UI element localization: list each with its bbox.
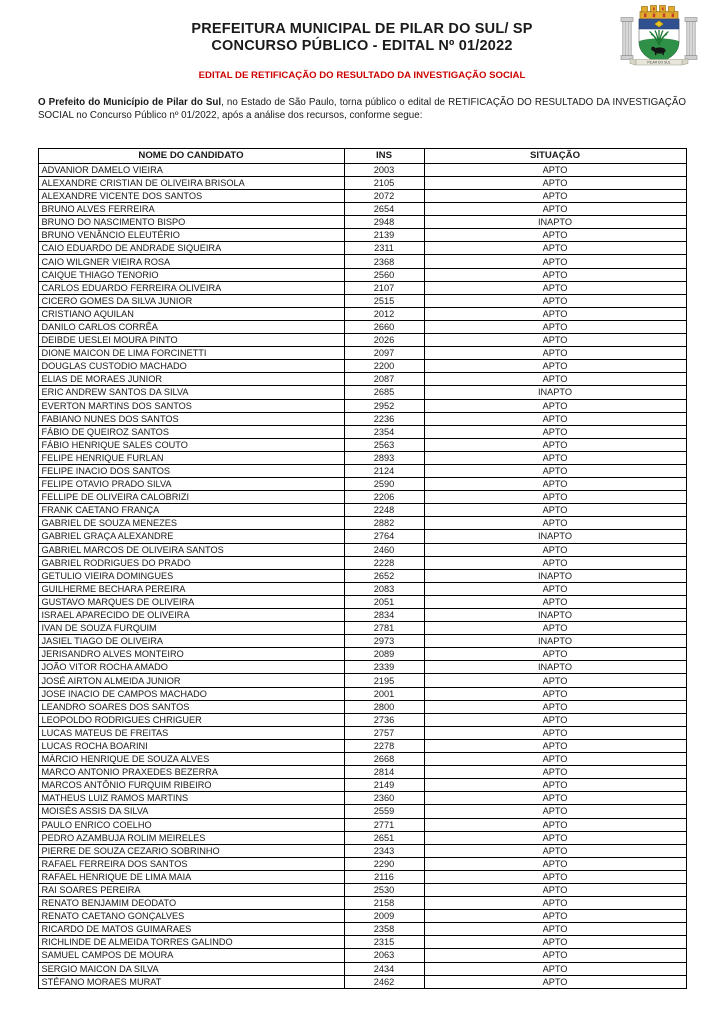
inscription-number-cell: 2563 — [344, 438, 424, 451]
table-row — [38, 910, 686, 923]
status-cell: APTO — [424, 962, 686, 975]
candidate-name-cell: CICERO GOMES DA SILVA JUNIOR — [38, 294, 344, 307]
table-row — [38, 739, 686, 752]
inscription-number-cell: 2311 — [344, 242, 424, 255]
candidate-name-cell: JOSE INACIO DE CAMPOS MACHADO — [38, 687, 344, 700]
candidate-name-cell: STÉFANO MORAES MURAT — [38, 975, 344, 988]
candidate-name-cell: RICHLINDE DE ALMEIDA TORRES GALINDO — [38, 936, 344, 949]
candidate-name-cell: MOISÉS ASSIS DA SILVA — [38, 805, 344, 818]
candidate-name-cell: BRUNO VENÂNCIO ELEUTÉRIO — [38, 229, 344, 242]
table-row — [38, 595, 686, 608]
table-row — [38, 687, 686, 700]
candidate-name-cell: ISRAEL APARECIDO DE OLIVEIRA — [38, 609, 344, 622]
candidate-name-cell: RENATO CAETANO GONÇALVES — [38, 910, 344, 923]
table-row — [38, 883, 686, 896]
table-row — [38, 805, 686, 818]
table-row — [38, 661, 686, 674]
inscription-number-cell: 2026 — [344, 334, 424, 347]
candidate-name-cell: FÁBIO HENRIQUE SALES COUTO — [38, 438, 344, 451]
results-table — [38, 148, 687, 989]
status-cell: APTO — [424, 818, 686, 831]
inscription-number-cell: 2781 — [344, 622, 424, 635]
table-row — [38, 373, 686, 386]
candidate-name-cell: GABRIEL DE SOUZA MENEZES — [38, 517, 344, 530]
candidate-name-cell: FELLIPE DE OLIVEIRA CALOBRIZI — [38, 491, 344, 504]
candidate-name-cell: JOSÉ AIRTON ALMEIDA JUNIOR — [38, 674, 344, 687]
column-header-ins: INS — [344, 148, 424, 163]
inscription-number-cell: 2072 — [344, 190, 424, 203]
inscription-number-cell: 2948 — [344, 216, 424, 229]
inscription-number-cell: 2003 — [344, 163, 424, 176]
candidate-name-cell: JASIEL TIAGO DE OLIVEIRA — [38, 635, 344, 648]
candidate-name-cell: ALEXANDRE CRISTIAN DE OLIVEIRA BRISOLA — [38, 176, 344, 189]
table-row — [38, 648, 686, 661]
status-cell: APTO — [424, 491, 686, 504]
status-cell: APTO — [424, 766, 686, 779]
candidate-name-cell: EVERTON MARTINS DOS SANTOS — [38, 399, 344, 412]
inscription-number-cell: 2139 — [344, 229, 424, 242]
status-cell: APTO — [424, 334, 686, 347]
table-row — [38, 255, 686, 268]
candidate-name-cell: GABRIEL MARCOS DE OLIVEIRA SANTOS — [38, 543, 344, 556]
status-cell: APTO — [424, 726, 686, 739]
inscription-number-cell: 2360 — [344, 792, 424, 805]
status-cell: INAPTO — [424, 569, 686, 582]
inscription-number-cell: 2149 — [344, 779, 424, 792]
table-row — [38, 478, 686, 491]
table-row — [38, 320, 686, 333]
inscription-number-cell: 2124 — [344, 464, 424, 477]
candidate-name-cell: CARLOS EDUARDO FERREIRA OLIVEIRA — [38, 281, 344, 294]
inscription-number-cell: 2654 — [344, 203, 424, 216]
table-row — [38, 726, 686, 739]
status-cell: APTO — [424, 923, 686, 936]
inscription-number-cell: 2236 — [344, 412, 424, 425]
inscription-number-cell: 2206 — [344, 491, 424, 504]
status-cell: APTO — [424, 478, 686, 491]
status-cell: APTO — [424, 190, 686, 203]
table-row — [38, 451, 686, 464]
inscription-number-cell: 2315 — [344, 936, 424, 949]
edital-subtitle: EDITAL DE RETIFICAÇÃO DO RESULTADO DA INVESTIGAÇÃO SOCIAL — [198, 70, 526, 81]
candidate-name-cell: RAI SOARES PEREIRA — [38, 883, 344, 896]
candidate-name-cell: BRUNO ALVES FERREIRA — [38, 203, 344, 216]
candidate-name-cell: JOÃO VITOR ROCHA AMADO — [38, 661, 344, 674]
status-cell: APTO — [424, 936, 686, 949]
table-row — [38, 464, 686, 477]
table-row — [38, 569, 686, 582]
candidate-name-cell: MARCO ANTONIO PRAXEDES BEZERRA — [38, 766, 344, 779]
candidate-name-cell: CRISTIANO AQUILAN — [38, 307, 344, 320]
title-line-1: PREFEITURA MUNICIPAL DE PILAR DO SUL/ SP — [191, 21, 533, 37]
status-cell: APTO — [424, 268, 686, 281]
candidate-name-cell: FRANK CAETANO FRANÇA — [38, 504, 344, 517]
candidate-name-cell: BRUNO DO NASCIMENTO BISPO — [38, 216, 344, 229]
status-cell: APTO — [424, 687, 686, 700]
table-row — [38, 347, 686, 360]
table-row — [38, 844, 686, 857]
intro-rest: , no Estado de São Paulo, torna público o edital de RETIFICAÇÃO DO RESULTADO DA INVESTIGAÇÃO SOCIAL no Concurso Público nº 01/2022, após a análise dos recursos, conforme segue: — [38, 97, 686, 121]
table-row — [38, 530, 686, 543]
inscription-number-cell: 2515 — [344, 294, 424, 307]
table-row — [38, 412, 686, 425]
candidate-name-cell: GETULIO VIEIRA DOMINGUES — [38, 569, 344, 582]
candidate-name-cell: LEANDRO SOARES DOS SANTOS — [38, 700, 344, 713]
status-cell: APTO — [424, 203, 686, 216]
candidate-name-cell: PIERRE DE SOUZA CEZARIO SOBRINHO — [38, 844, 344, 857]
status-cell: APTO — [424, 464, 686, 477]
inscription-number-cell: 2736 — [344, 713, 424, 726]
candidate-name-cell: GUSTAVO MARQUES DE OLIVEIRA — [38, 595, 344, 608]
right-column-shape — [685, 18, 697, 60]
inscription-number-cell: 2893 — [344, 451, 424, 464]
candidate-name-cell: ALEXANDRE VICENTE DOS SANTOS — [38, 190, 344, 203]
pilar-do-sul-coat-of-arms-icon — [620, 4, 698, 66]
left-column-shape — [621, 18, 633, 60]
inscription-number-cell: 2200 — [344, 360, 424, 373]
table-row — [38, 582, 686, 595]
table-row — [38, 517, 686, 530]
status-cell: APTO — [424, 779, 686, 792]
inscription-number-cell: 2228 — [344, 556, 424, 569]
table-row — [38, 609, 686, 622]
candidate-name-cell: FÁBIO DE QUEIROZ SANTOS — [38, 425, 344, 438]
table-row — [38, 831, 686, 844]
column-header-situacao: SITUAÇÃO — [424, 148, 686, 163]
inscription-number-cell: 2097 — [344, 347, 424, 360]
inscription-number-cell: 2339 — [344, 661, 424, 674]
candidate-name-cell: FABIANO NUNES DOS SANTOS — [38, 412, 344, 425]
status-cell: APTO — [424, 281, 686, 294]
candidate-name-cell: PEDRO AZAMBUJA ROLIM MEIRELES — [38, 831, 344, 844]
inscription-number-cell: 2973 — [344, 635, 424, 648]
candidate-name-cell: FELIPE INACIO DOS SANTOS — [38, 464, 344, 477]
table-row — [38, 176, 686, 189]
inscription-number-cell: 2660 — [344, 320, 424, 333]
candidate-name-cell: JERISANDRO ALVES MONTEIRO — [38, 648, 344, 661]
status-cell: APTO — [424, 543, 686, 556]
inscription-number-cell: 2800 — [344, 700, 424, 713]
document-title — [0, 0, 724, 55]
inscription-number-cell: 2343 — [344, 844, 424, 857]
status-cell: APTO — [424, 792, 686, 805]
status-cell: APTO — [424, 700, 686, 713]
status-cell: APTO — [424, 844, 686, 857]
inscription-number-cell: 2354 — [344, 425, 424, 438]
candidate-name-cell: DIONE MAICON DE LIMA FORCINETTI — [38, 347, 344, 360]
table-row — [38, 334, 686, 347]
table-row — [38, 386, 686, 399]
table-row — [38, 962, 686, 975]
inscription-number-cell: 2652 — [344, 569, 424, 582]
status-cell: APTO — [424, 255, 686, 268]
inscription-number-cell: 2248 — [344, 504, 424, 517]
candidate-name-cell: LUCAS ROCHA BOARINI — [38, 739, 344, 752]
status-cell: APTO — [424, 975, 686, 988]
inscription-number-cell: 2771 — [344, 818, 424, 831]
candidate-name-cell: MATHEUS LUIZ RAMOS MARTINS — [38, 792, 344, 805]
table-row — [38, 674, 686, 687]
status-cell: INAPTO — [424, 530, 686, 543]
table-row — [38, 281, 686, 294]
status-cell: APTO — [424, 753, 686, 766]
status-cell: INAPTO — [424, 661, 686, 674]
table-row — [38, 307, 686, 320]
inscription-number-cell: 2952 — [344, 399, 424, 412]
ribbon-shape — [630, 59, 688, 66]
status-cell: APTO — [424, 949, 686, 962]
candidate-name-cell: DEIBDE UESLEI MOURA PINTO — [38, 334, 344, 347]
table-row — [38, 975, 686, 988]
status-cell: APTO — [424, 425, 686, 438]
inscription-number-cell: 2814 — [344, 766, 424, 779]
inscription-number-cell: 2757 — [344, 726, 424, 739]
candidate-name-cell: FELIPE OTAVIO PRADO SILVA — [38, 478, 344, 491]
inscription-number-cell: 2882 — [344, 517, 424, 530]
candidate-name-cell: ADVANIOR DAMELO VIEIRA — [38, 163, 344, 176]
status-cell: APTO — [424, 504, 686, 517]
table-row — [38, 870, 686, 883]
shield-shape — [639, 19, 679, 63]
table-row — [38, 203, 686, 216]
status-cell: INAPTO — [424, 635, 686, 648]
table-row — [38, 491, 686, 504]
inscription-number-cell: 2105 — [344, 176, 424, 189]
inscription-number-cell: 2685 — [344, 386, 424, 399]
inscription-number-cell: 2009 — [344, 910, 424, 923]
status-cell: APTO — [424, 373, 686, 386]
status-cell: APTO — [424, 805, 686, 818]
table-row — [38, 753, 686, 766]
column-header-name: NOME DO CANDIDATO — [38, 148, 344, 163]
candidate-name-cell: SERGIO MAICON DA SILVA — [38, 962, 344, 975]
table-row — [38, 779, 686, 792]
status-cell: INAPTO — [424, 216, 686, 229]
inscription-number-cell: 2434 — [344, 962, 424, 975]
inscription-number-cell: 2651 — [344, 831, 424, 844]
table-row — [38, 360, 686, 373]
inscription-number-cell: 2368 — [344, 255, 424, 268]
table-row — [38, 294, 686, 307]
table-row — [38, 438, 686, 451]
intro-paragraph — [38, 97, 686, 123]
table-row — [38, 622, 686, 635]
inscription-number-cell: 2460 — [344, 543, 424, 556]
table-row — [38, 163, 686, 176]
status-cell: APTO — [424, 412, 686, 425]
table-row — [38, 857, 686, 870]
inscription-number-cell: 2012 — [344, 307, 424, 320]
table-row — [38, 936, 686, 949]
candidate-name-cell: CAIO WILGNER VIEIRA ROSA — [38, 255, 344, 268]
status-cell: APTO — [424, 582, 686, 595]
table-header-row — [38, 148, 686, 163]
table-row — [38, 923, 686, 936]
inscription-number-cell: 2560 — [344, 268, 424, 281]
table-row — [38, 242, 686, 255]
candidate-name-cell: LEOPOLDO RODRIGUES CHRIGUER — [38, 713, 344, 726]
inscription-number-cell: 2001 — [344, 687, 424, 700]
candidate-name-cell: PAULO ENRICO COELHO — [38, 818, 344, 831]
candidate-name-cell: DANILO CARLOS CORRÊA — [38, 320, 344, 333]
table-row — [38, 792, 686, 805]
status-cell: APTO — [424, 242, 686, 255]
inscription-number-cell: 2063 — [344, 949, 424, 962]
status-cell: INAPTO — [424, 609, 686, 622]
table-row — [38, 399, 686, 412]
status-cell: APTO — [424, 347, 686, 360]
status-cell: APTO — [424, 360, 686, 373]
candidate-name-cell: FELIPE HENRIQUE FURLAN — [38, 451, 344, 464]
inscription-number-cell: 2530 — [344, 883, 424, 896]
ribbon-text: PILAR DO SUL — [647, 60, 671, 65]
status-cell: APTO — [424, 595, 686, 608]
inscription-number-cell: 2290 — [344, 857, 424, 870]
table-row — [38, 190, 686, 203]
status-cell: APTO — [424, 229, 686, 242]
candidate-name-cell: GABRIEL GRAÇA ALEXANDRE — [38, 530, 344, 543]
inscription-number-cell: 2116 — [344, 870, 424, 883]
candidate-name-cell: LUCAS MATEUS DE FREITAS — [38, 726, 344, 739]
status-cell: APTO — [424, 648, 686, 661]
status-cell: APTO — [424, 451, 686, 464]
status-cell: APTO — [424, 857, 686, 870]
candidate-name-cell: MARCOS ANTÔNIO FURQUIM RIBEIRO — [38, 779, 344, 792]
title-line-2: CONCURSO PÚBLICO - EDITAL Nº 01/2022 — [211, 38, 513, 54]
inscription-number-cell: 2051 — [344, 595, 424, 608]
status-cell: APTO — [424, 556, 686, 569]
table-row — [38, 713, 686, 726]
table-row — [38, 949, 686, 962]
candidate-name-cell: ERIC ANDREW SANTOS DA SILVA — [38, 386, 344, 399]
candidate-name-cell: IVAN DE SOUZA FURQUIM — [38, 622, 344, 635]
status-cell: APTO — [424, 713, 686, 726]
table-row — [38, 818, 686, 831]
table-row — [38, 766, 686, 779]
candidate-name-cell: RAFAEL FERREIRA DOS SANTOS — [38, 857, 344, 870]
status-cell: APTO — [424, 897, 686, 910]
table-row — [38, 543, 686, 556]
table-row — [38, 504, 686, 517]
inscription-number-cell: 2358 — [344, 923, 424, 936]
inscription-number-cell: 2158 — [344, 897, 424, 910]
inscription-number-cell: 2278 — [344, 739, 424, 752]
status-cell: APTO — [424, 674, 686, 687]
status-cell: APTO — [424, 910, 686, 923]
results-table-body — [38, 163, 686, 988]
candidate-name-cell: RAFAEL HENRIQUE DE LIMA MAIA — [38, 870, 344, 883]
status-cell: APTO — [424, 176, 686, 189]
inscription-number-cell: 2834 — [344, 609, 424, 622]
table-row — [38, 268, 686, 281]
candidate-name-cell: DOUGLAS CUSTODIO MACHADO — [38, 360, 344, 373]
status-cell: APTO — [424, 622, 686, 635]
candidate-name-cell: RENATO BENJAMIM DEODATO — [38, 897, 344, 910]
candidate-name-cell: MÁRCIO HENRIQUE DE SOUZA ALVES — [38, 753, 344, 766]
candidate-name-cell: GUILHERME BECHARA PEREIRA — [38, 582, 344, 595]
candidate-name-cell: ELIAS DE MORAES JUNIOR — [38, 373, 344, 386]
inscription-number-cell: 2195 — [344, 674, 424, 687]
candidate-name-cell: RICARDO DE MATOS GUIMARAES — [38, 923, 344, 936]
table-row — [38, 229, 686, 242]
inscription-number-cell: 2107 — [344, 281, 424, 294]
status-cell: APTO — [424, 438, 686, 451]
table-row — [38, 897, 686, 910]
inscription-number-cell: 2083 — [344, 582, 424, 595]
candidate-name-cell: SAMUEL CAMPOS DE MOURA — [38, 949, 344, 962]
status-cell: APTO — [424, 294, 686, 307]
candidate-name-cell: CAIO EDUARDO DE ANDRADE SIQUEIRA — [38, 242, 344, 255]
intro-lead: O Prefeito do Município de Pilar do Sul — [38, 97, 222, 108]
table-row — [38, 700, 686, 713]
candidate-name-cell: CAIQUE THIAGO TENORIO — [38, 268, 344, 281]
status-cell: APTO — [424, 399, 686, 412]
table-row — [38, 556, 686, 569]
status-cell: APTO — [424, 307, 686, 320]
inscription-number-cell: 2668 — [344, 753, 424, 766]
mural-crown-shape — [640, 6, 678, 20]
inscription-number-cell: 2559 — [344, 805, 424, 818]
inscription-number-cell: 2764 — [344, 530, 424, 543]
status-cell: APTO — [424, 163, 686, 176]
status-cell: APTO — [424, 320, 686, 333]
candidate-name-cell: GABRIEL RODRIGUES DO PRADO — [38, 556, 344, 569]
status-cell: APTO — [424, 831, 686, 844]
table-row — [38, 216, 686, 229]
status-cell: APTO — [424, 517, 686, 530]
inscription-number-cell: 2462 — [344, 975, 424, 988]
status-cell: APTO — [424, 870, 686, 883]
inscription-number-cell: 2089 — [344, 648, 424, 661]
status-cell: INAPTO — [424, 386, 686, 399]
table-row — [38, 425, 686, 438]
status-cell: APTO — [424, 739, 686, 752]
inscription-number-cell: 2590 — [344, 478, 424, 491]
table-row — [38, 635, 686, 648]
status-cell: APTO — [424, 883, 686, 896]
inscription-number-cell: 2087 — [344, 373, 424, 386]
